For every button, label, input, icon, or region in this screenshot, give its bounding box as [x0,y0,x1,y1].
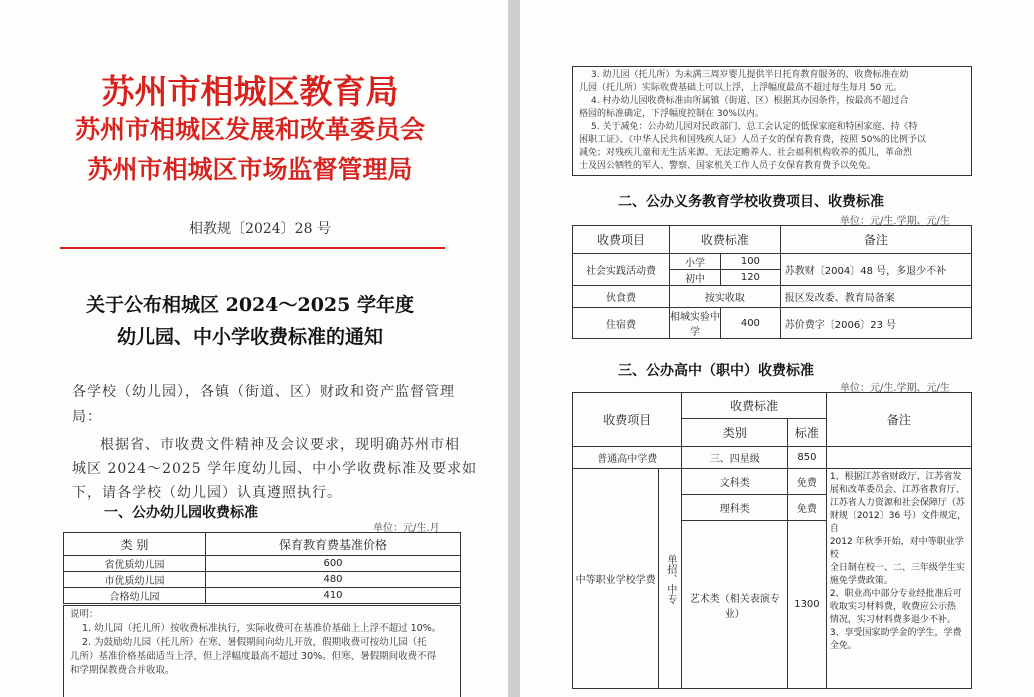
remark-line: 全免。 [829,641,857,651]
table-header: 备注 [780,226,971,254]
paragraph-line: 城区 2024～2025 学年度幼儿园、中小学收费标准及要求如 [72,461,478,477]
value-cell: 120 [721,270,781,286]
value-cell: 免费 [788,469,827,495]
remark-line: 3、享受国家助学金的学生，学费 [829,628,962,638]
value-cell: 100 [721,254,781,270]
table-row [573,254,972,270]
table-row [573,286,972,308]
value-cell: 免费 [788,495,827,521]
item-cell: 住宿费 [573,308,670,339]
item-cell: 社会实践活动费 [573,254,670,286]
remark-line: 江苏省人力资源和社会保障厅（苏 [829,498,965,508]
compulsory-fee-table [572,225,972,339]
note-line: 士及因公牺牲的军人、警察、国家机关工作人员子女保育教育费予以免免。 [579,161,877,171]
note-line: 2. 为鼓励幼儿园（托儿所）在寒、暑假期间向幼儿开放，假期收费可按幼儿园（托 [82,637,427,648]
note-line: 减免；对残疾儿童和无生活来源、无法定赡养人、社会福利机构收养的孤儿，革命烈 [579,148,913,158]
notice-title: 关于公布相城区 2024～2025 学年度 [86,294,414,316]
section-heading: 二、公办义务教育学校收费项目、收费标准 [618,194,884,210]
kindergarten-fee-table [63,532,461,604]
table-row [64,572,461,588]
table-header: 收费标准 [670,226,781,254]
value-cell: 400 [721,308,781,339]
note-line: 说明： [70,609,99,620]
agency-name: 苏州市相城区发展和改革委员会 [74,115,425,144]
high-school-fee-table [572,392,972,689]
unit-label: 单位：元/生.学期、元/生 [840,216,950,227]
category-cell: 文科类 [682,469,788,495]
item-cell: 中等职业学校学费 [573,469,659,689]
note-line: 4. 村办幼儿园收费标准由所属镇（街道、区）根据其办园条件，按最高不超过合 [591,96,909,106]
note-line: 儿园（托儿所）实际收费基础上可以上浮，上浮幅度最高不超过每生每月 50 元。 [579,83,903,93]
category-cell: 三、四星级 [682,447,788,469]
document-number: 相教规〔2024〕28 号 [189,221,331,237]
level-cell: 初中 [670,270,721,286]
notes-box [63,605,461,697]
category-cell: 理科类 [682,495,788,521]
agency-name: 苏州市相城区教育局 [101,72,399,111]
paragraph-line: 根据省、市收费文件精神及会议要求，现明确苏州市相 [100,437,460,453]
salutation: 各学校（幼儿园），各镇（街道、区）财政和资产监督管理 [72,384,455,400]
level-cell: 小学 [670,254,721,270]
note-line: 5. 关于减免：公办幼儿园对民政部门、总工会认定的低保家庭和特困家庭、持《特 [591,122,918,132]
remark-cell: 苏价费字〔2006〕23 号 [780,308,971,339]
note-line: 和学期保教费合并收取。 [70,665,175,676]
note-line: 3. 幼儿园（托儿所）为未满三周岁婴儿提供半日托育教育服务的，收费标准在幼 [591,70,909,80]
category-cell: 省优质幼儿园 [64,556,206,572]
remark-line: 情况，实习材料费多退少不补。 [829,615,956,625]
section-heading: 一、公办幼儿园收费标准 [104,505,258,521]
remark-cell: 苏教财〔2004〕48 号，多退少不补 [780,254,971,286]
table-header: 收费标准 [682,393,826,419]
note-line: 格园的标准确定，下浮幅度控制在 30%以内。 [579,109,764,119]
table-header: 类 别 [64,533,206,556]
table-header: 保育教育费基准价格 [206,533,461,556]
table-row [573,447,972,469]
remark-line: 施免学费政策。 [829,576,893,586]
table-header: 类别 [682,419,788,447]
item-cell: 普通高中学费 [573,447,682,469]
remark-cell [826,447,971,469]
table-header: 收费项目 [573,226,670,254]
left-page [0,0,508,697]
section-heading: 三、公办高中（职中）收费标准 [618,363,814,379]
category-cell: 市优质幼儿园 [64,572,206,588]
note-line: 儿所）基准价格基础适当上浮，但上浮幅度最高不超过 30%。但寒、暑假期间收费不得 [70,651,437,662]
paragraph-line: 下，请各学校（幼儿园）认真遵照执行。 [72,485,342,501]
remark-line: 全日制在校一、二、三年级学生实 [829,563,965,573]
table-header: 标准 [788,419,827,447]
value-cell: 1300 [788,521,827,689]
price-cell: 410 [206,588,461,604]
remark-line: 展和改革委员会、江苏省教育厅、 [829,485,965,495]
table-row [573,308,972,339]
table-header: 备注 [826,393,971,447]
value-cell: 850 [788,447,827,469]
note-line: 1. 幼儿园（托儿所）按收费标准执行，实际收费可在基准价基础上上浮不超过 10%。 [82,623,442,634]
remark-line: 2012 年秋季开始，对中等职业学校 [829,537,964,560]
red-divider [60,247,445,249]
notice-title: 幼儿园、中小学收费标准的通知 [116,326,383,348]
remark-cell: 报区发改委、教育局备案 [780,286,971,308]
remark-cell [826,469,971,689]
category-cell: 合格幼儿园 [64,588,206,604]
sub-item-cell: 单招、中专 [659,469,682,689]
value-cell: 按实收取 [670,286,781,308]
table-row [64,556,461,572]
remark-line: 收取实习材料费，收费应公示热 [829,602,956,612]
page-gutter [508,0,520,697]
right-page [520,0,1034,697]
school-cell: 相城实验中学 [670,308,721,339]
notes-box [572,66,972,176]
item-cell: 伙食费 [573,286,670,308]
table-row [64,588,461,604]
table-header: 收费项目 [573,393,682,447]
remark-line: 2、职业高中部分专业经批准后可 [829,589,962,599]
remark-line: 1、根据江苏省财政厅、江苏省发 [829,472,962,482]
agency-name: 苏州市相城区市场监督管理局 [87,155,413,184]
unit-label: 单位：元/生.月 [373,523,440,534]
price-cell: 600 [206,556,461,572]
category-cell: 艺术类（相关表演专业） [682,521,788,689]
remark-line: 财规〔2012〕36 号）文件规定，自 [829,511,967,534]
price-cell: 480 [206,572,461,588]
salutation: 局： [72,409,102,425]
note-line: 困职工证》、《中华人民共和国残疾人证》人员子女的保育教育费，按照 50%的比例予以 [579,135,926,145]
table-row [573,469,972,495]
unit-label: 单位：元/生.学期、元/生 [840,383,950,394]
